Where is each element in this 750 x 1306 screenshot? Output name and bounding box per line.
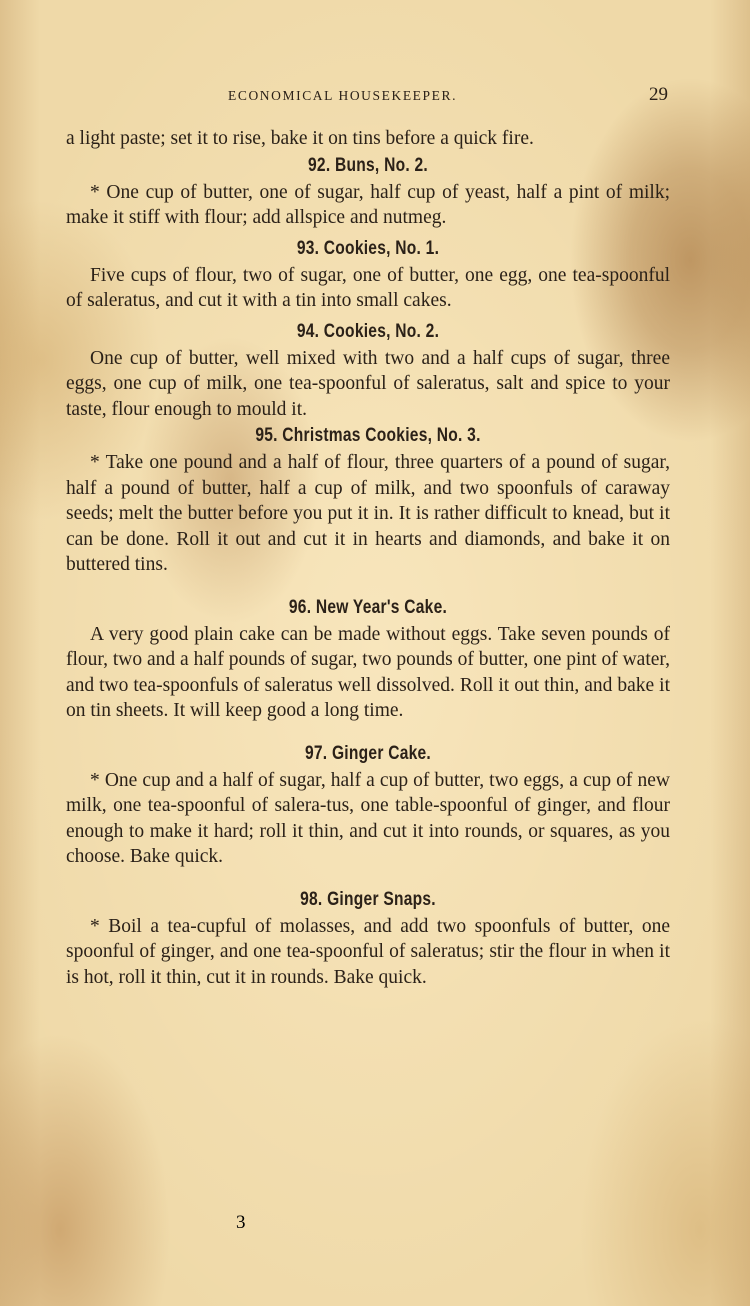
recipe-title: 93. Cookies, No. 1.: [296, 237, 440, 259]
recipe-title: 96. New Year's Cake.: [288, 596, 448, 618]
recipe-text: * Boil a tea-cupful of molasses, and add two spoonfuls of butter, one spoonful of ginger, and one tea-spoonful of saleratus; stir the flour in when it is hot, roll it thin, cut it in rounds. Bake quick.: [66, 915, 670, 988]
continuation-paragraph: a light paste; set it to rise, bake it on tins before a quick fire.: [66, 128, 534, 149]
recipe-text: Five cups of flour, two of sugar, one of butter, one egg, one tea-spoonful of saleratus, and cut it with a tin into small cakes.: [66, 264, 670, 311]
recipe-title: 94. Cookies, No. 2.: [296, 320, 440, 342]
recipe-text: * Take one pound and a half of flour, three quarters of a pound of sugar, half a pound of butter, half a cup of milk, and two spoonfuls of caraway seeds; melt the butter before you put it in. It is rather difficult to knead, but it can be done. Roll it out and cut it in hearts and diamonds, and bake it on buttered tins.: [66, 452, 670, 575]
page-content: [66, 126, 670, 990]
signature-mark: 3: [236, 1212, 246, 1233]
page-number: 29: [649, 84, 668, 105]
recipe-title: 98. Ginger Snaps.: [300, 888, 436, 910]
recipe-text: * One cup of butter, one of sugar, half cup of yeast, half a pint of milk; make it stiff with flour; add allspice and nutmeg.: [66, 181, 670, 228]
recipe-text: A very good plain cake can be made without eggs. Take seven pounds of flour, two and a half pounds of sugar, two pounds of butter, one pint of water, and two tea-spoonfuls of saleratus well dissolved. Roll it out thin, and bake it on tin sheets. It will keep good a long time.: [66, 623, 670, 721]
recipe-title: 95. Christmas Cookies, No. 3.: [255, 425, 481, 446]
recipe-text: One cup of butter, well mixed with two and a half cups of sugar, three eggs, one cup of milk, one tea-spoonful of saleratus, salt and spice to your taste, flour enough to mould it.: [66, 347, 670, 420]
running-title: ECONOMICAL HOUSEKEEPER.: [228, 88, 458, 103]
recipe-title: 92. Buns, No. 2.: [308, 154, 428, 176]
recipe-title: 97. Ginger Cake.: [304, 742, 432, 764]
running-head: [66, 84, 670, 108]
recipe-text: * One cup and a half of sugar, half a cup of butter, two eggs, a cup of new milk, one tea-spoonful of salera-tus, one table-spoonful of ginger, and flour enough to make it hard; roll it thin, and cut it into rounds, or squares, as you choose. Bake quick.: [66, 769, 670, 867]
